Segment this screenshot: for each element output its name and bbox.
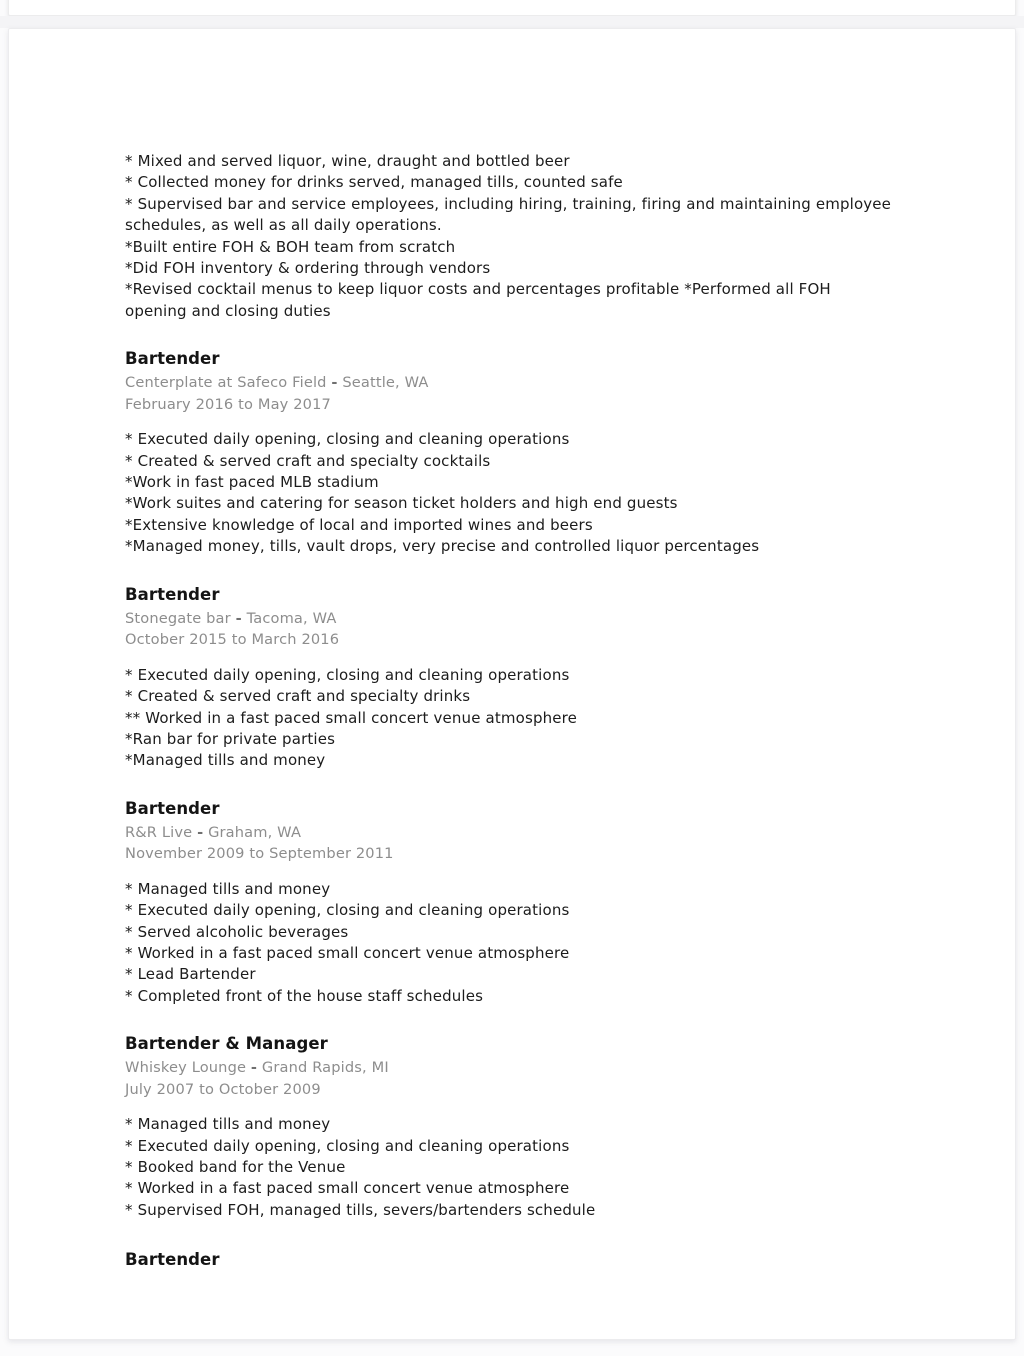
job-company: Stonegate bar	[125, 609, 231, 627]
job-bullet-line: * Created & served craft and specialty cocktails	[125, 451, 491, 470]
intro-bullets	[125, 151, 893, 322]
job-company: Centerplate at Safeco Field	[125, 374, 327, 392]
job-bullet-line: * Served alcoholic beverages	[125, 922, 349, 941]
job-bullet-line: *Managed money, tills, vault drops, very precise and controlled liquor percentages	[125, 537, 760, 556]
company-location-separator: -	[331, 374, 338, 392]
job-bullet-line: * Executed daily opening, closing and cleaning operations	[125, 665, 570, 684]
job-location: Tacoma, WA	[246, 609, 337, 627]
resume-page	[8, 28, 1016, 1340]
job-bullets	[125, 1114, 893, 1221]
job-company: Whiskey Lounge	[125, 1059, 247, 1077]
job-bullet-line: *Ran bar for private parties	[125, 729, 336, 748]
previous-page-sliver	[8, 0, 1016, 16]
job-bullet-line: * Managed tills and money	[125, 879, 331, 898]
job-dates: November 2009 to September 2011	[125, 845, 394, 863]
intro-bullet-line: * Supervised bar and service employees, including hiring, training, firing and maintaining employee schedules, as well as all daily operations.	[125, 194, 892, 235]
job-bullet-line: * Worked in a fast paced small concert venue atmosphere	[125, 943, 570, 962]
job-bullet-line: *Work in fast paced MLB stadium	[125, 473, 379, 492]
job-bullet-line: * Executed daily opening, closing and cleaning operations	[125, 430, 570, 449]
job-company-location	[125, 822, 893, 844]
company-location-separator: -	[250, 1059, 258, 1077]
job-company-location	[125, 372, 893, 394]
experience-list	[125, 348, 893, 1221]
job-bullet-line: *Extensive knowledge of local and imported wines and beers	[125, 515, 593, 534]
job-bullet-line: * Executed daily opening, closing and cleaning operations	[125, 901, 570, 920]
job-location: Seattle, WA	[342, 374, 429, 392]
job-entry	[125, 1033, 893, 1221]
job-bullet-line: * Lead Bartender	[125, 965, 256, 984]
job-bullet-line: * Managed tills and money	[125, 1115, 331, 1134]
job-bullet-line: * Executed daily opening, closing and cleaning operations	[125, 1136, 570, 1155]
job-company-location	[125, 1057, 893, 1079]
job-bullet-line: * Supervised FOH, managed tills, severs/bartenders schedule	[125, 1200, 596, 1219]
job-bullet-line: * Completed front of the house staff schedules	[125, 986, 484, 1005]
job-location: Graham, WA	[208, 823, 302, 841]
resume-body	[125, 151, 893, 1273]
intro-bullet-line: *Revised cocktail menus to keep liquor costs and percentages profitable *Performed all FOH opening and closing duties	[125, 280, 831, 320]
company-location-separator: -	[197, 823, 204, 841]
job-company-location	[125, 608, 893, 630]
job-bullet-line: ** Worked in a fast paced small concert venue atmosphere	[125, 708, 578, 727]
job-title: Bartender & Manager	[125, 1034, 328, 1054]
job-bullets	[125, 429, 893, 557]
job-bullet-line: * Worked in a fast paced small concert venue atmosphere	[125, 1179, 570, 1198]
job-bullet-line: *Managed tills and money	[125, 751, 326, 770]
job-entry	[125, 584, 893, 772]
page-separator-gap	[0, 16, 1024, 28]
job-location: Grand Rapids, MI	[261, 1059, 389, 1077]
trailing-job-entry	[125, 1249, 893, 1271]
intro-bullet-line: *Did FOH inventory & ordering through vendors	[125, 259, 491, 278]
job-entry	[125, 348, 893, 557]
job-title: Bartender	[125, 349, 220, 369]
job-bullets	[125, 879, 893, 1007]
job-dates: February 2016 to May 2017	[125, 395, 331, 413]
job-dates: October 2015 to March 2016	[125, 631, 340, 649]
intro-bullet-line: * Collected money for drinks served, managed tills, counted safe	[125, 173, 623, 192]
job-title: Bartender	[125, 1250, 220, 1270]
intro-bullet-line: * Mixed and served liquor, wine, draught and bottled beer	[125, 152, 570, 170]
job-bullet-line: * Booked band for the Venue	[125, 1157, 346, 1176]
job-dates: July 2007 to October 2009	[125, 1080, 321, 1098]
job-company: R&R Live	[125, 823, 193, 841]
job-entry	[125, 798, 893, 1007]
job-title: Bartender	[125, 584, 220, 604]
intro-bullet-line: *Built entire FOH & BOH team from scratch	[125, 237, 456, 256]
job-bullets	[125, 665, 893, 772]
company-location-separator: -	[235, 609, 242, 627]
job-title: Bartender	[125, 798, 220, 818]
job-bullet-line: *Work suites and catering for season ticket holders and high end guests	[125, 494, 678, 513]
job-bullet-line: * Created & served craft and specialty drinks	[125, 687, 471, 706]
